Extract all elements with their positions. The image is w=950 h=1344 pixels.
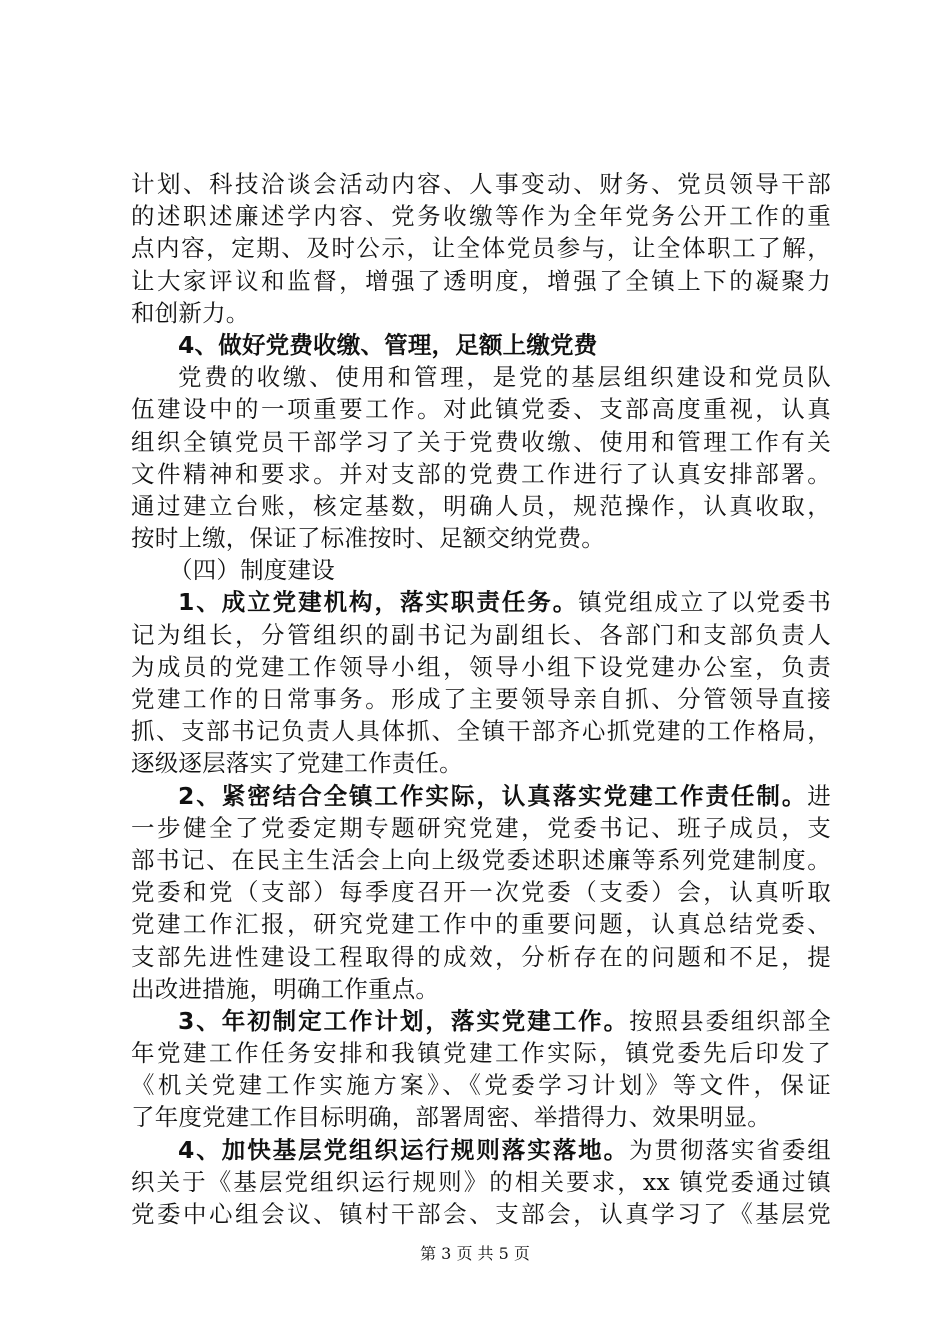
item-3-title: 3、年初制定工作计划，落实党建工作。 xyxy=(178,1006,630,1035)
text-line: 出改进措施，明确工作重点。 xyxy=(131,974,440,1003)
item-4-first-line xyxy=(131,1134,831,1166)
item-2-first-line xyxy=(131,780,831,812)
item-3-text: 按照县委组织部全 xyxy=(629,1006,831,1035)
text-line: 《机关党建工作实施方案》、《党委学习计划》等文件，保证 xyxy=(131,1071,831,1100)
item-4-title: 4、加快基层党组织运行规则落实落地。 xyxy=(178,1135,630,1164)
document-body xyxy=(131,168,831,1230)
text-line: 组织全镇党员干部学习了关于党费收缴、使用和管理工作有关 xyxy=(131,427,831,456)
text-line: 逐级逐层落实了党建工作责任。 xyxy=(131,749,463,778)
item-3-first-line xyxy=(131,1005,831,1037)
item-1-first-line xyxy=(131,586,831,618)
text-line: 计划、科技洽谈会活动内容、人事变动、财务、党员领导干部 xyxy=(131,170,831,198)
text-line: 记为组长，分管组织的副书记为副组长、各部门和支部负责人 xyxy=(131,620,831,649)
text-line: 和创新力。 xyxy=(131,298,250,327)
text-line: 抓、支部书记负责人具体抓、全镇干部齐心抓党建的工作格局， xyxy=(131,717,831,746)
text-line: 党委中心组会议、镇村干部会、支部会，认真学习了《基层党 xyxy=(131,1200,831,1228)
text-line: 织关于《基层党组织运行规则》的相关要求，xx 镇党委通过镇 xyxy=(131,1167,831,1196)
text-line: 的述职述廉述学内容、党务收缴等作为全年党务公开工作的重 xyxy=(131,202,831,231)
text-line: 了年度党建工作目标明确，部署周密、举措得力、效果明显。 xyxy=(131,1103,771,1132)
text-line: 党费的收缴、使用和管理，是党的基层组织建设和党员队 xyxy=(178,363,831,392)
text-line: 通过建立台账，核定基数，明确人员，规范操作，认真收取， xyxy=(131,491,831,520)
item-2-title: 2、紧密结合全镇工作实际，认真落实党建工作责任制。 xyxy=(178,781,808,810)
text-line: 文件精神和要求。并对支部的党费工作进行了认真安排部署。 xyxy=(131,459,831,488)
item-2-text: 进 xyxy=(807,781,831,810)
item-1-text: 镇党组成立了以党委书 xyxy=(578,588,831,617)
text-line: 部书记、在民主生活会上向上级党委述职述廉等系列党建制度。 xyxy=(131,845,831,874)
text-line: 一步健全了党委定期专题研究党建，党委书记、班子成员，支 xyxy=(131,813,831,842)
text-line: 党委和党（支部）每季度召开一次党委（支委）会，认真听取 xyxy=(131,878,831,907)
text-line: 为成员的党建工作领导小组，领导小组下设党建办公室，负责 xyxy=(131,652,831,681)
item-1-title: 1、成立党建机构，落实职责任务。 xyxy=(178,588,579,617)
text-line: 让大家评议和监督，增强了透明度，增强了全镇上下的凝聚力 xyxy=(131,266,831,295)
text-line: 党建工作的日常事务。形成了主要领导亲自抓、分管领导直接 xyxy=(131,685,831,713)
text-line: 按时上缴，保证了标准按时、足额交纳党费。 xyxy=(131,524,605,553)
item-4-text: 为贯彻落实省委组 xyxy=(629,1135,831,1164)
text-line: 年党建工作任务安排和我镇党建工作实际，镇党委先后印发了 xyxy=(131,1039,831,1068)
section-heading-system: （四）制度建设 xyxy=(169,556,335,585)
text-line: 伍建设中的一项重要工作。对此镇党委、支部高度重视，认真 xyxy=(131,395,831,424)
text-line: 点内容，定期、及时公示，让全体党员参与，让全体职工了解， xyxy=(131,234,831,263)
text-line: 支部先进性建设工程取得的成效，分析存在的问题和不足，提 xyxy=(131,942,831,971)
text-line: 党建工作汇报，研究党建工作中的重要问题，认真总结党委、 xyxy=(131,910,831,939)
section-heading-fee: 4、做好党费收缴、管理，足额上缴党费 xyxy=(178,330,598,359)
page-footer: 第 3 页 共 5 页 xyxy=(420,1244,530,1263)
